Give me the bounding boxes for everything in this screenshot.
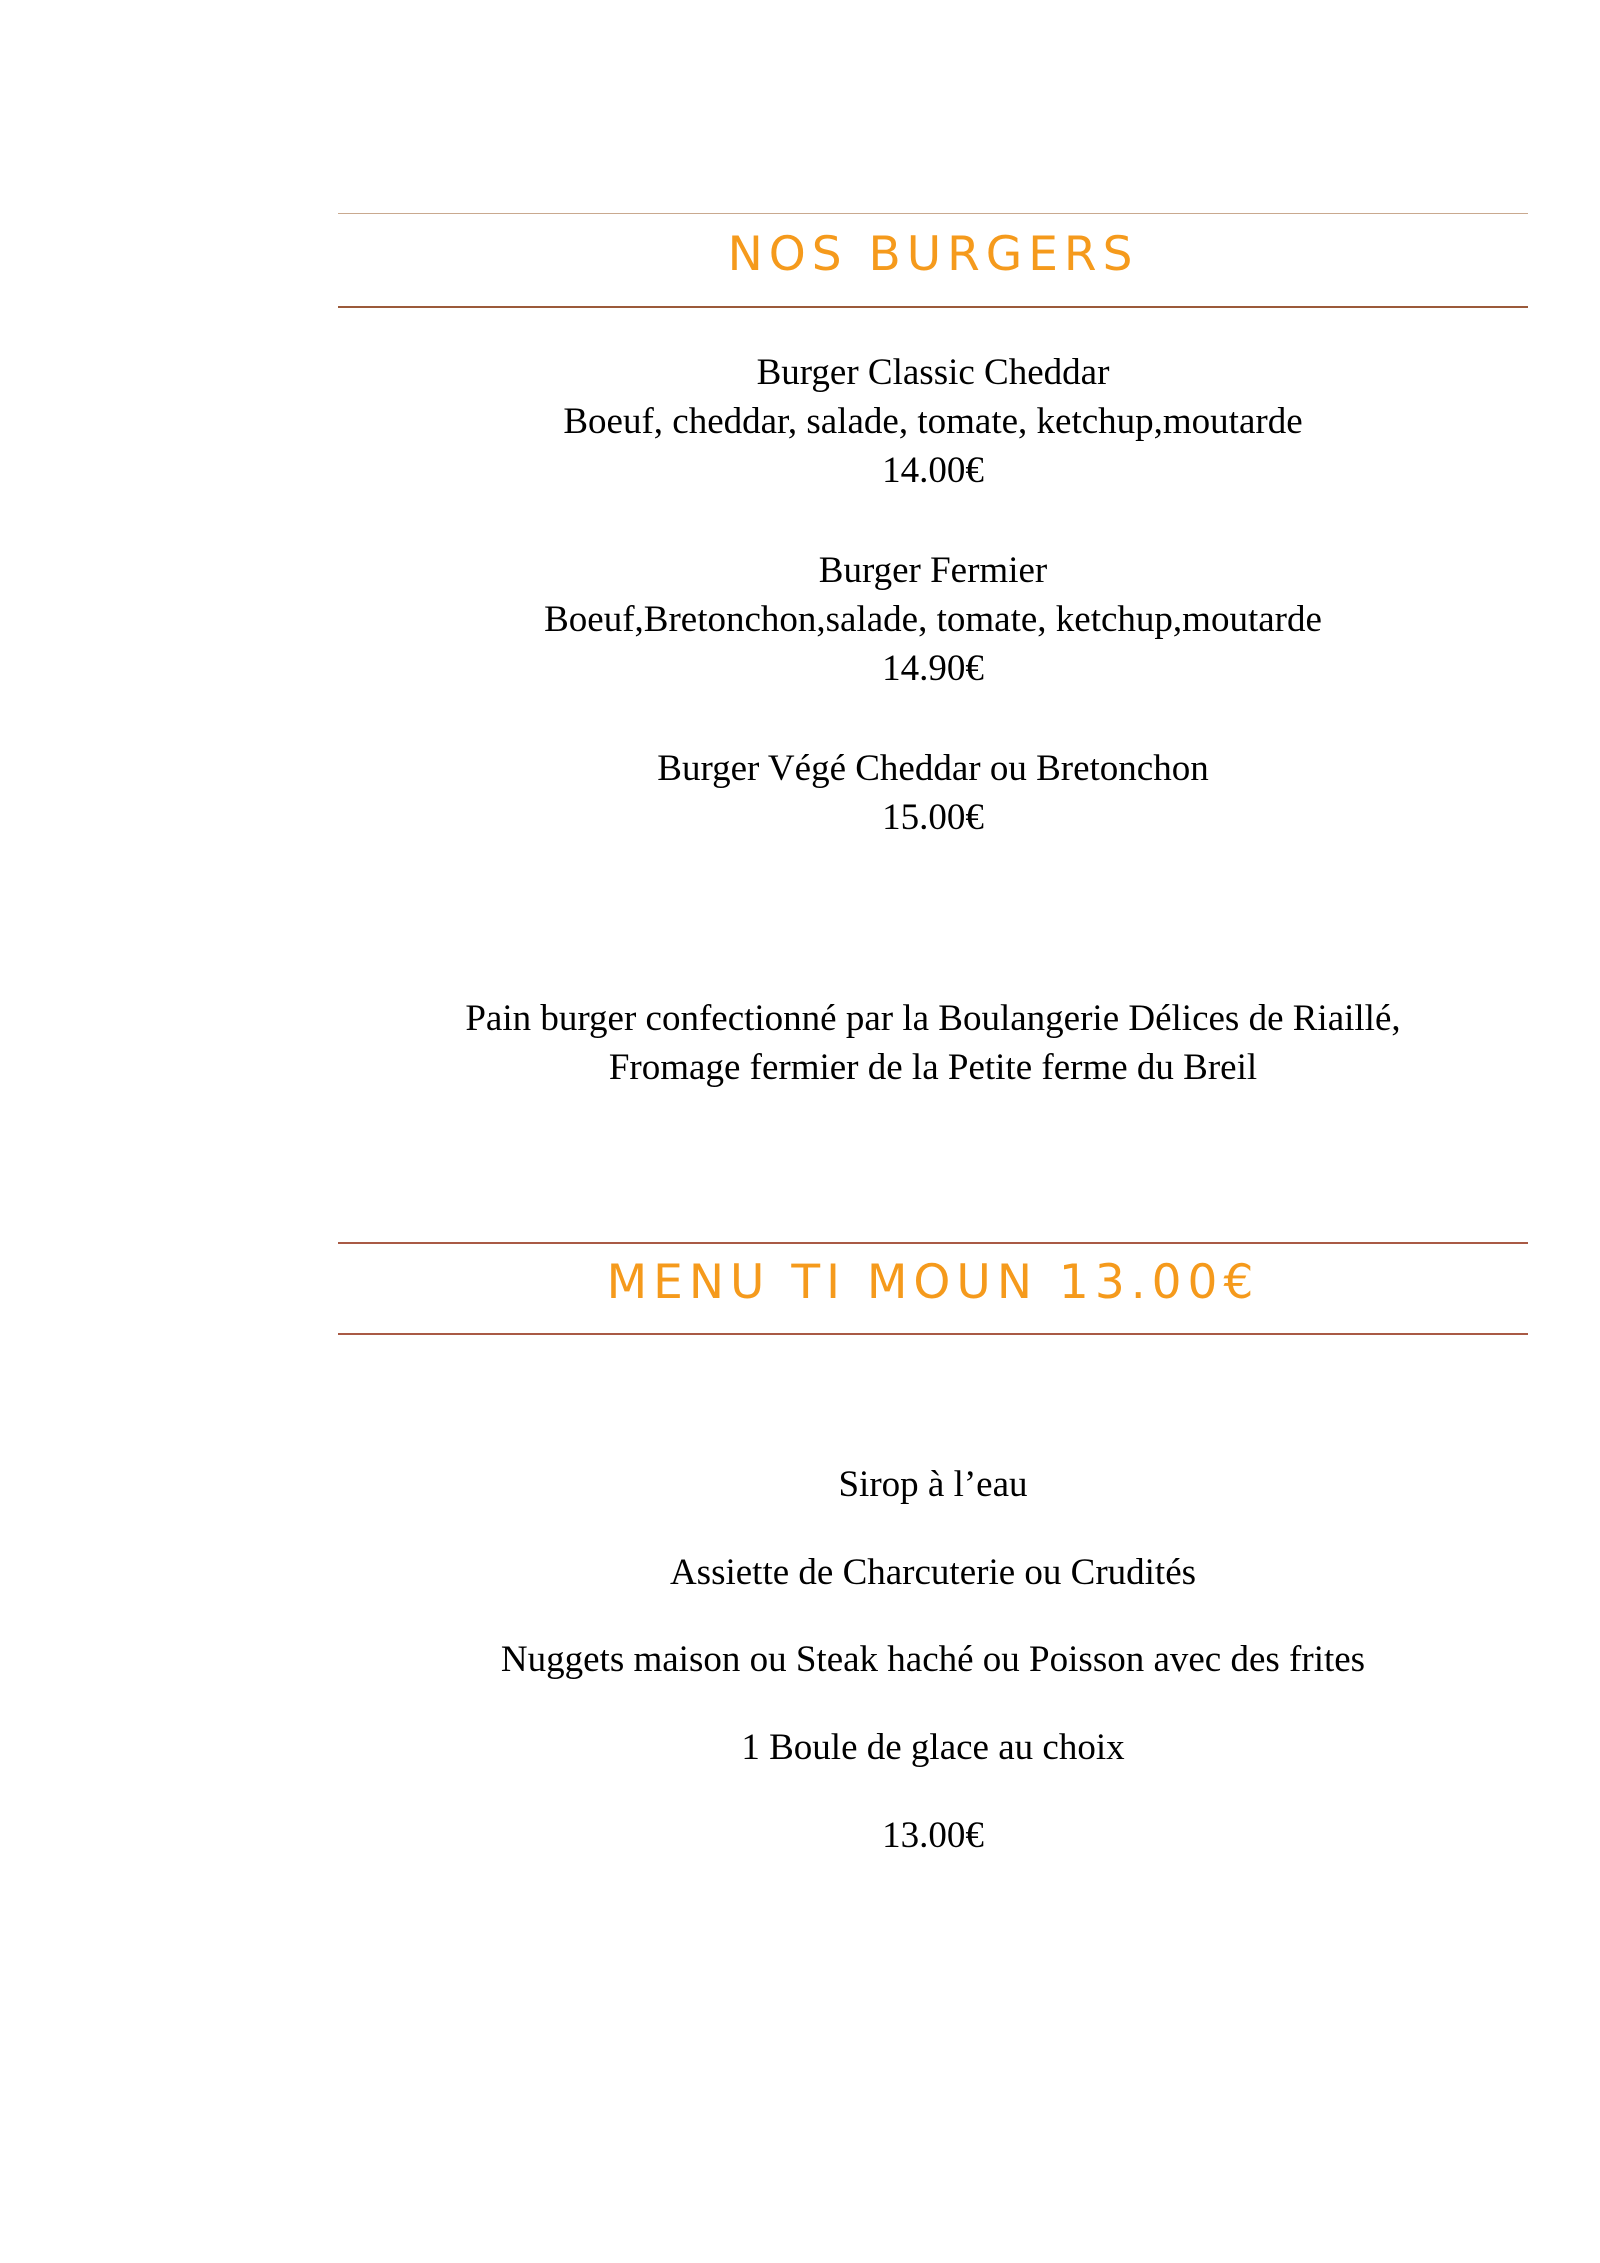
supplier-note-line: Pain burger confectionné par la Boulangerie Délices de Riaillé,	[465, 998, 1401, 1039]
burger-item	[338, 744, 1528, 842]
header-bottom-rule	[338, 1333, 1528, 1335]
burger-name: Burger Classic Cheddar	[756, 352, 1110, 393]
burger-name: Burger Fermier	[818, 550, 1048, 591]
kids-menu-starter: Assiette de Charcuterie ou Crudités	[669, 1552, 1197, 1593]
header-bottom-rule	[338, 306, 1528, 308]
kids-menu-drink: Sirop à l’eau	[838, 1464, 1028, 1505]
burger-price: 15.00€	[882, 797, 984, 838]
burger-item	[338, 348, 1528, 495]
burger-description: Boeuf, cheddar, salade, tomate, ketchup,moutarde	[563, 401, 1303, 442]
supplier-note-line: Fromage fermier de la Petite ferme du Breil	[608, 1047, 1258, 1088]
kids-menu-dessert: 1 Boule de glace au choix	[741, 1727, 1125, 1768]
kids-menu-price: 13.00€	[882, 1815, 984, 1856]
kids-menu-section-header	[338, 1242, 1528, 1340]
burger-item	[338, 546, 1528, 693]
burgers-section-title: NOS BURGERS	[727, 227, 1139, 282]
burger-price: 14.90€	[882, 648, 984, 689]
header-top-rule	[338, 213, 1528, 214]
kids-menu-list	[338, 1460, 1528, 1880]
kids-menu-main: Nuggets maison ou Steak haché ou Poisson avec des frites	[500, 1639, 1366, 1680]
supplier-note	[338, 994, 1528, 1092]
burger-description: Boeuf,Bretonchon,salade, tomate, ketchup,moutarde	[544, 599, 1322, 640]
burger-price: 14.00€	[882, 450, 984, 491]
kids-menu-section-title: MENU TI MOUN 13.00€	[606, 1255, 1260, 1310]
header-top-rule	[338, 1242, 1528, 1244]
burger-name: Burger Végé Cheddar ou Bretonchon	[657, 748, 1209, 789]
burgers-section-header	[338, 213, 1528, 313]
